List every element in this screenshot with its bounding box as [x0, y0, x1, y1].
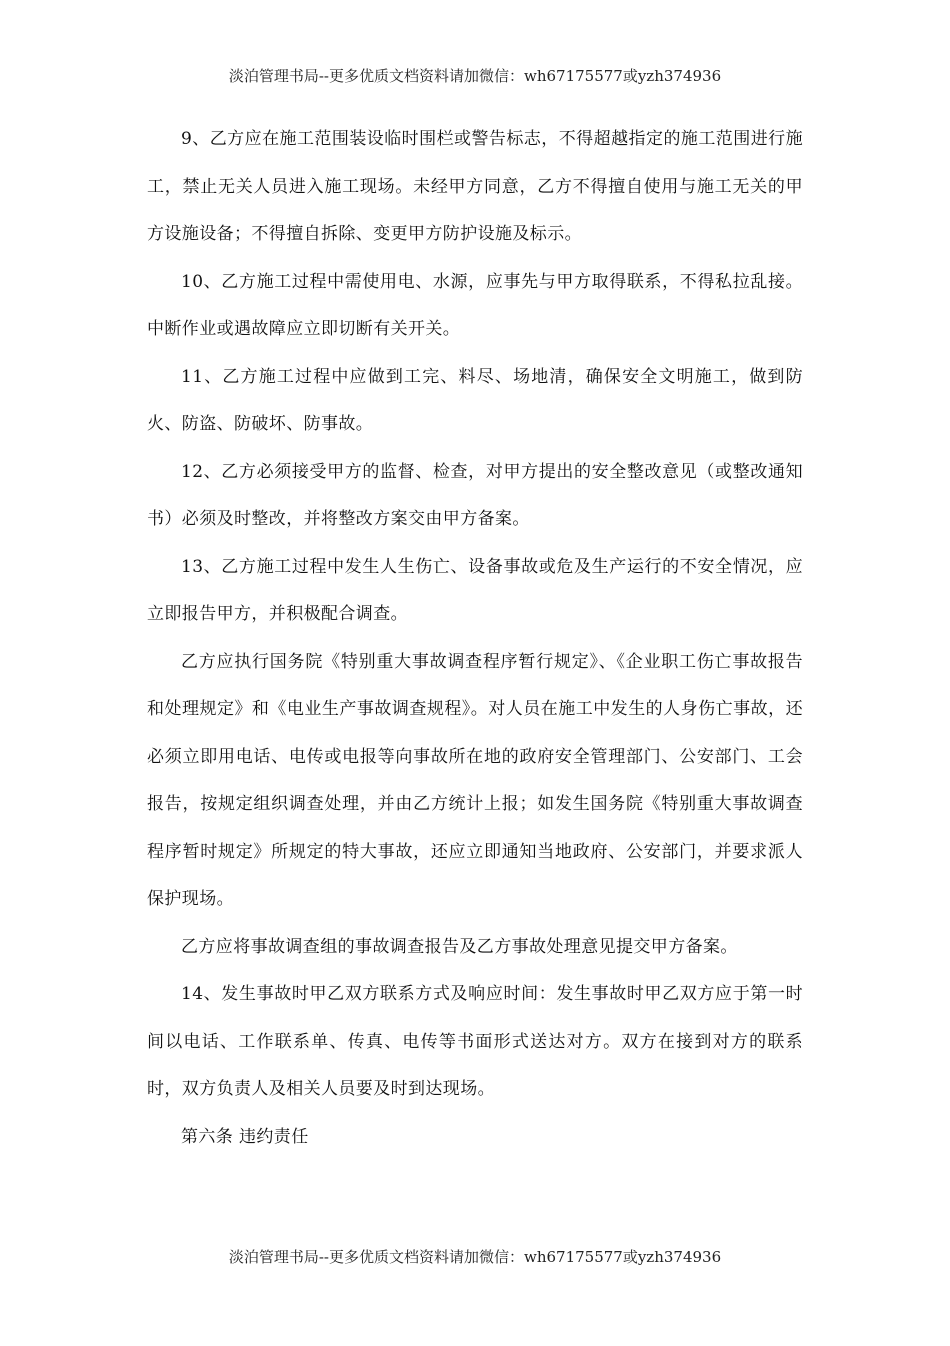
clause-10-paragraph: 10、乙方施工过程中需使用电、水源，应事先与甲方取得联系，不得私拉乱接。中断作业或遇故障应立即切断有关开关。 — [147, 271, 803, 339]
page-header: 淡泊管理书局--更多优质文档资料请加微信：wh67175577或yzh374936 — [228, 67, 722, 85]
page-footer: 淡泊管理书局--更多优质文档资料请加微信：wh67175577或yzh374936 — [228, 1248, 722, 1266]
clause-14-paragraph: 14、发生事故时甲乙双方联系方式及响应时间：发生事故时甲乙双方应于第一时间以电话、工作联系单、传真、电传等书面形式送达对方。双方在接到对方的联系时，双方负责人及相关人员要及时到达现场。 — [147, 984, 803, 1099]
accident-report-paragraph: 乙方应将事故调查组的事故调查报告及乙方事故处理意见提交甲方备案。 — [181, 936, 738, 957]
document-body — [147, 116, 803, 1161]
clause-9-paragraph: 9、乙方应在施工范围装设临时围栏或警告标志，不得超越指定的施工范围进行施工，禁止无关人员进入施工现场。未经甲方同意，乙方不得擅自使用与施工无关的甲方设施设备；不得擅自拆除、变更甲方防护设施及标示。 — [147, 129, 803, 244]
clause-13-paragraph: 13、乙方施工过程中发生人生伤亡、设备事故或危及生产运行的不安全情况，应立即报告甲方，并积极配合调查。 — [147, 556, 803, 624]
section-heading: 第六条 违约责任 — [181, 1126, 309, 1147]
accident-regulation-paragraph: 乙方应执行国务院《特别重大事故调查程序暂行规定》、《企业职工伤亡事故报告和处理规定》和《电业生产事故调查规程》。对人员在施工中发生的人身伤亡事故，还必须立即用电话、电传或电报等向事故所在地的政府安全管理部门、公安部门、工会报告，按规定组织调查处理，并由乙方统计上报；如发生国务院《特别重大事故调查程序暂时规定》所规定的特大事故，还应立即通知当地政府、公安部门，并要求派人保护现场。 — [147, 651, 803, 909]
clause-12-paragraph: 12、乙方必须接受甲方的监督、检查，对甲方提出的安全整改意见（或整改通知书）必须及时整改，并将整改方案交由甲方备案。 — [147, 461, 803, 529]
clause-11-paragraph: 11、乙方施工过程中应做到工完、料尽、场地清，确保安全文明施工，做到防火、防盗、防破坏、防事故。 — [147, 366, 803, 434]
